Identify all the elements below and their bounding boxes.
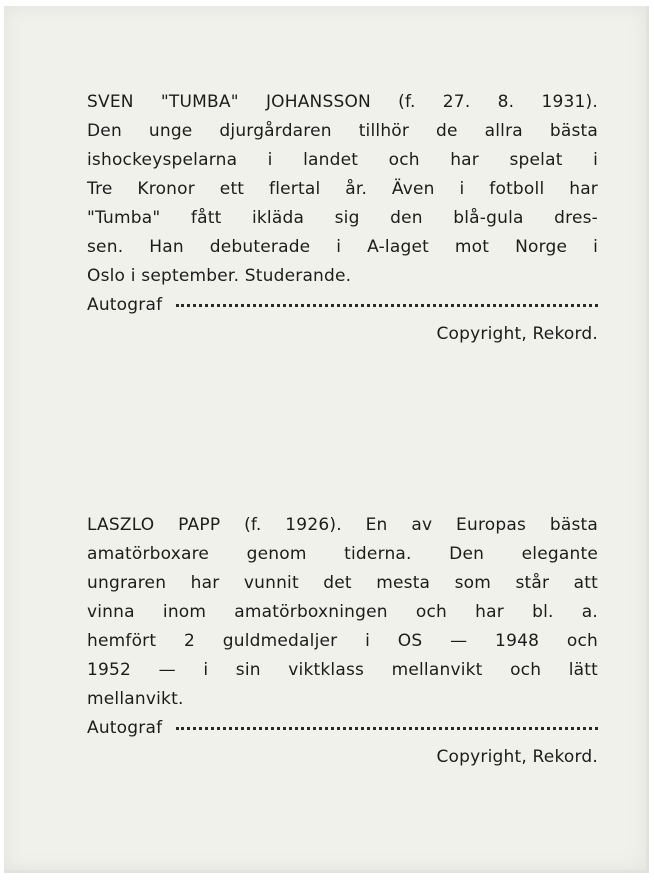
copyright-notice: Copyright, Rekord. <box>436 324 598 344</box>
copyright-notice: Copyright, Rekord. <box>436 747 598 767</box>
blurb-line: 1952 — i sin viktklass mellanvikt och lätt <box>87 660 598 680</box>
blurb-line: "Tumba" fått ikläda sig den blå-gula dres- <box>87 208 598 228</box>
autograph-line <box>87 714 598 743</box>
blurb-line: ishockeyspelarna i landet och har spelat i <box>87 150 598 170</box>
blurb-line: Oslo i september. Studerande. <box>87 266 352 286</box>
autograph-label: Autograf <box>87 718 163 738</box>
blurb-line: amatörboxare genom tiderna. Den elegante <box>87 544 598 564</box>
blurb-line: SVEN "TUMBA" JOHANSSON (f. 27. 8. 1931). <box>87 92 598 112</box>
blurb-line: mellanvikt. <box>87 689 184 709</box>
blurb-line: hemfört 2 guldmedaljer i OS — 1948 och <box>87 631 598 651</box>
blurb-line: sen. Han debuterade i A-laget mot Norge i <box>87 237 598 257</box>
autograph-label: Autograf <box>87 295 163 315</box>
autograph-line <box>87 291 598 320</box>
autograph-dotted-rule <box>176 304 598 307</box>
blurb-line: vinna inom amatörboxningen och har bl. a. <box>87 602 598 622</box>
blurb-line: LASZLO PAPP (f. 1926). En av Europas bästa <box>87 515 598 535</box>
player-blurb-tumba-johansson <box>87 88 598 349</box>
blurb-line: Tre Kronor ett flertal år. Även i fotboll har <box>87 179 598 199</box>
blurb-line: ungraren har vunnit det mesta som står att <box>87 573 598 593</box>
autograph-dotted-rule <box>176 727 598 730</box>
blurb-line: Den unge djurgårdaren tillhör de allra bästa <box>87 121 598 141</box>
player-blurb-laszlo-papp <box>87 511 598 772</box>
